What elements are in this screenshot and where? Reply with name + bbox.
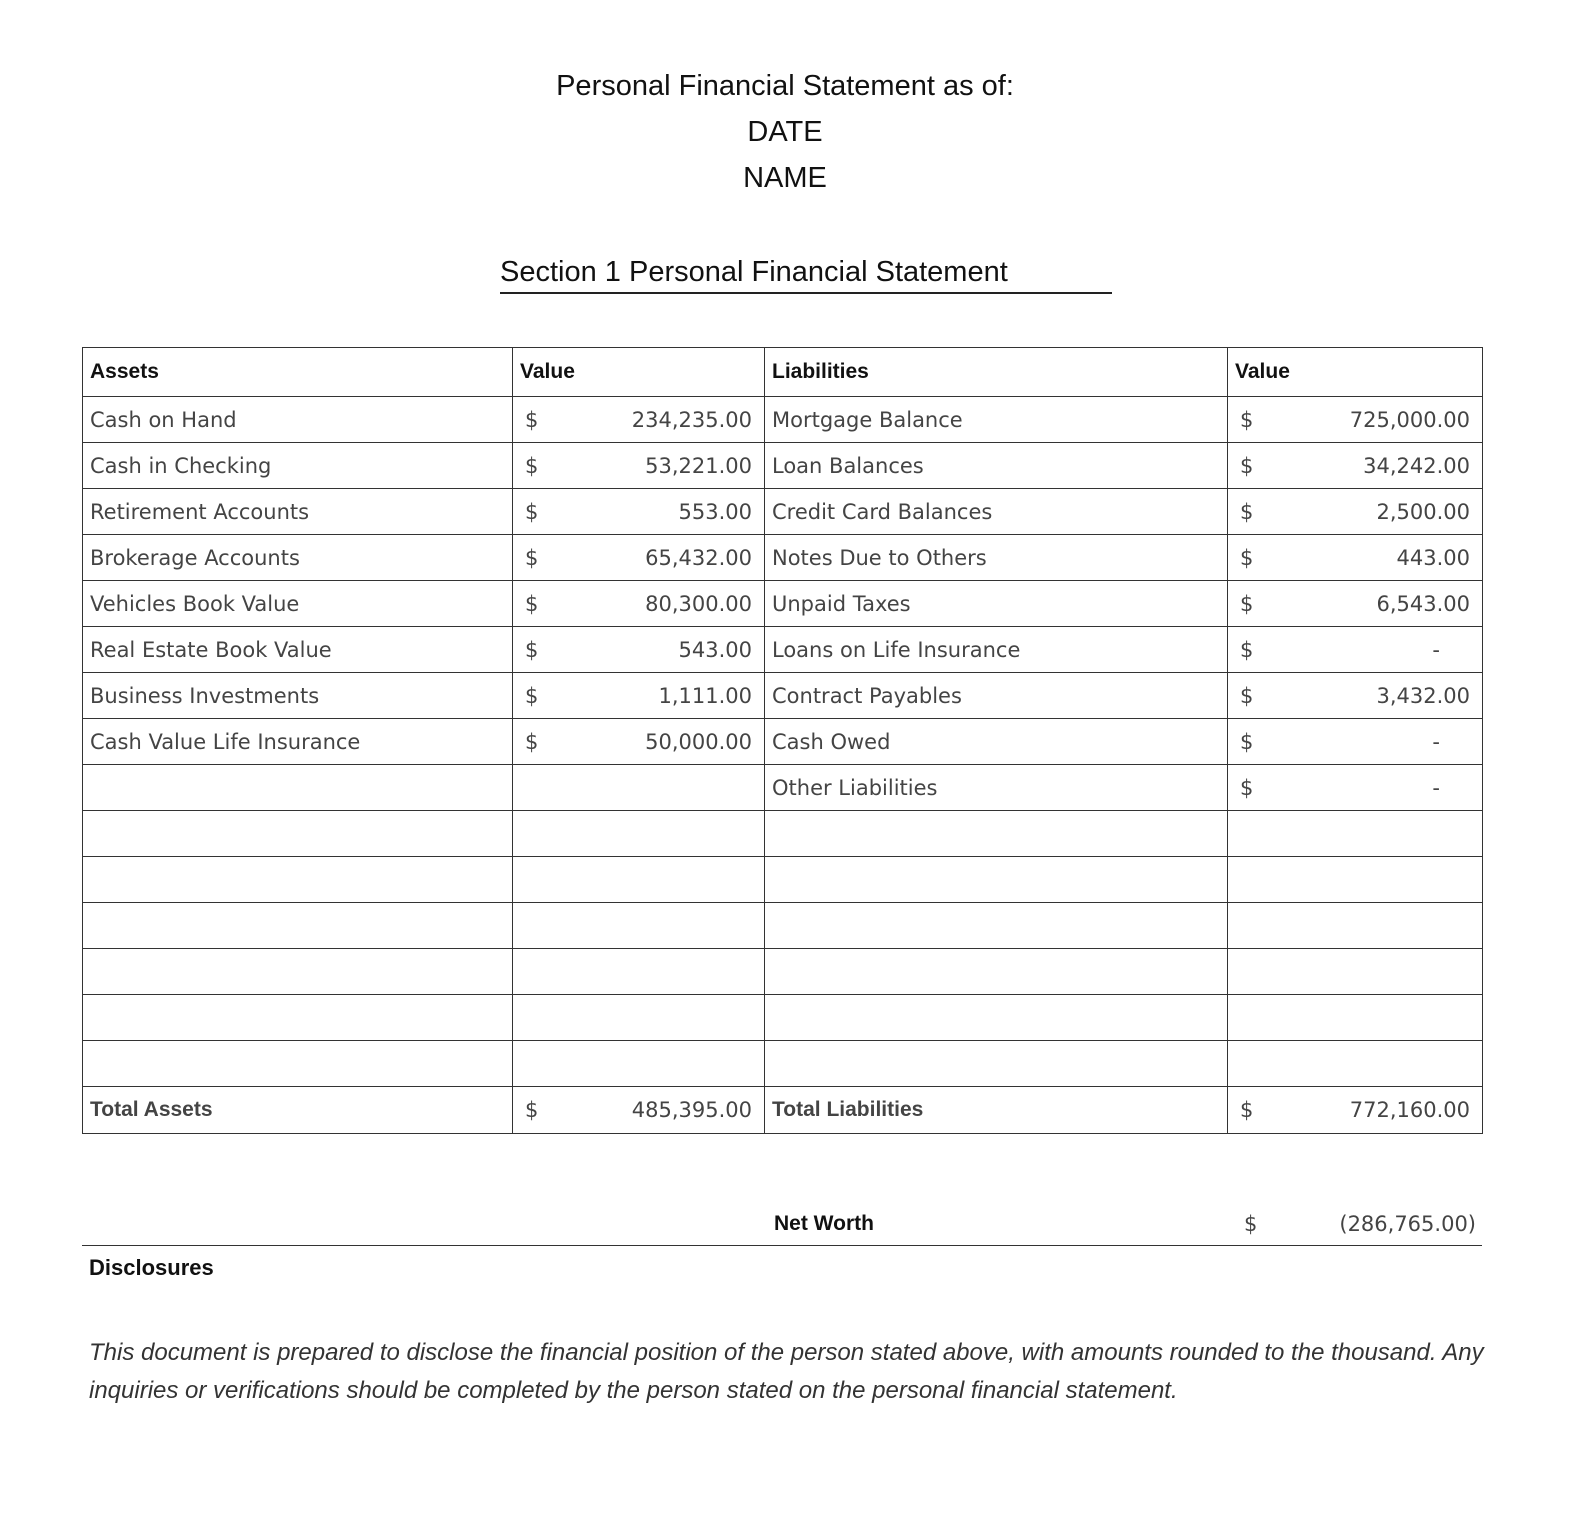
liability-name [765, 1041, 1228, 1087]
asset-name: Real Estate Book Value [83, 627, 513, 673]
liabilities-header: Liabilities [765, 348, 1228, 397]
amount: 553.00 [678, 499, 752, 524]
statement-date: DATE [747, 116, 823, 148]
currency-symbol: $ [525, 683, 539, 708]
liability-value [1228, 1041, 1483, 1087]
asset-value [513, 489, 765, 535]
liability-value [1228, 857, 1483, 903]
net-worth-label: Net Worth [774, 1212, 874, 1235]
liability-name: Credit Card Balances [765, 489, 1228, 535]
currency-symbol: $ [1240, 545, 1254, 570]
net-worth-value: (286,765.00) [1339, 1212, 1476, 1236]
liabilities-value-header: Value [1228, 348, 1483, 397]
asset-value [513, 397, 765, 443]
amount: 443.00 [1396, 545, 1470, 570]
amount: - [1432, 775, 1440, 800]
assets-header: Assets [83, 348, 513, 397]
disclosures-text: This document is prepared to disclose the financial position of the person stated above, with amounts rounded to the thousand. Any inquiries or verifications should be completed by the person stated on the personal financial statement. [89, 1339, 1484, 1404]
table-row [83, 627, 1483, 673]
liability-name: Notes Due to Others [765, 535, 1228, 581]
asset-name [83, 765, 513, 811]
asset-name: Retirement Accounts [83, 489, 513, 535]
asset-name [83, 995, 513, 1041]
liability-value [1228, 903, 1483, 949]
total-liabilities-label: Total Liabilities [765, 1087, 1228, 1134]
liability-value [1228, 489, 1483, 535]
liability-name: Unpaid Taxes [765, 581, 1228, 627]
asset-name: Cash in Checking [83, 443, 513, 489]
asset-value [513, 719, 765, 765]
currency-symbol: $ [1240, 407, 1254, 432]
amount: 772,160.00 [1349, 1098, 1470, 1122]
liability-name: Mortgage Balance [765, 397, 1228, 443]
asset-value [513, 903, 765, 949]
table-row [83, 489, 1483, 535]
asset-name: Cash Value Life Insurance [83, 719, 513, 765]
asset-value [513, 673, 765, 719]
currency-symbol: $ [1240, 453, 1254, 478]
asset-name [83, 903, 513, 949]
liability-name [765, 995, 1228, 1041]
table-row [83, 949, 1483, 995]
amount: 1,111.00 [658, 683, 752, 708]
currency-symbol: $ [1240, 729, 1254, 754]
amount: 34,242.00 [1363, 453, 1470, 478]
amount: 725,000.00 [1349, 407, 1470, 432]
financial-statement-table [82, 347, 1483, 1134]
liability-name [765, 949, 1228, 995]
liability-name: Contract Payables [765, 673, 1228, 719]
currency-symbol: $ [1240, 775, 1254, 800]
amount: 234,235.00 [631, 407, 752, 432]
table-row [83, 535, 1483, 581]
liability-name: Other Liabilities [765, 765, 1228, 811]
total-assets-label: Total Assets [83, 1087, 513, 1134]
liability-name: Cash Owed [765, 719, 1228, 765]
amount: - [1432, 729, 1440, 754]
asset-value [513, 443, 765, 489]
table-row [83, 857, 1483, 903]
net-worth-row [82, 1210, 1482, 1246]
amount: 6,543.00 [1376, 591, 1470, 616]
liability-value [1228, 443, 1483, 489]
liability-value [1228, 673, 1483, 719]
asset-value [513, 857, 765, 903]
asset-value [513, 765, 765, 811]
asset-value [513, 811, 765, 857]
liability-value [1228, 949, 1483, 995]
asset-name: Brokerage Accounts [83, 535, 513, 581]
liability-value [1228, 581, 1483, 627]
currency-symbol: $ [525, 545, 539, 570]
currency-symbol: $ [1240, 591, 1254, 616]
amount: 543.00 [678, 637, 752, 662]
amount: 2,500.00 [1376, 499, 1470, 524]
table-row [83, 719, 1483, 765]
currency-symbol: $ [1240, 1098, 1254, 1122]
asset-value [513, 535, 765, 581]
total-liabilities-value [1228, 1087, 1483, 1134]
totals-row [83, 1087, 1483, 1134]
currency-symbol: $ [525, 729, 539, 754]
currency-symbol: $ [525, 453, 539, 478]
currency-symbol: $ [1240, 683, 1254, 708]
amount: - [1432, 637, 1440, 662]
liability-value [1228, 995, 1483, 1041]
asset-name [83, 857, 513, 903]
currency-symbol: $ [525, 591, 539, 616]
assets-value-header: Value [513, 348, 765, 397]
asset-value [513, 995, 765, 1041]
asset-name [83, 811, 513, 857]
amount: 65,432.00 [645, 545, 752, 570]
net-worth-currency: $ [1244, 1212, 1258, 1236]
disclosures-title: Disclosures [89, 1255, 214, 1280]
asset-name: Business Investments [83, 673, 513, 719]
asset-name: Vehicles Book Value [83, 581, 513, 627]
table-row [83, 1041, 1483, 1087]
asset-value [513, 581, 765, 627]
statement-title: Personal Financial Statement as of: [556, 70, 1014, 102]
asset-name: Cash on Hand [83, 397, 513, 443]
total-assets-value [513, 1087, 765, 1134]
table-row [83, 995, 1483, 1041]
asset-value [513, 949, 765, 995]
currency-symbol: $ [525, 1098, 539, 1122]
currency-symbol: $ [525, 499, 539, 524]
liability-name [765, 857, 1228, 903]
liability-value [1228, 765, 1483, 811]
liability-value [1228, 535, 1483, 581]
statement-name: NAME [743, 162, 827, 194]
liability-name [765, 903, 1228, 949]
liability-value [1228, 397, 1483, 443]
table-row [83, 811, 1483, 857]
asset-name [83, 949, 513, 995]
table-row [83, 443, 1483, 489]
asset-name [83, 1041, 513, 1087]
liability-value [1228, 811, 1483, 857]
amount: 50,000.00 [645, 729, 752, 754]
table-row [83, 673, 1483, 719]
liability-value [1228, 719, 1483, 765]
amount: 485,395.00 [631, 1098, 752, 1122]
table-row [83, 397, 1483, 443]
liability-name: Loan Balances [765, 443, 1228, 489]
amount: 3,432.00 [1376, 683, 1470, 708]
section-title: Section 1 Personal Financial Statement [500, 256, 1112, 294]
currency-symbol: $ [1240, 637, 1254, 662]
currency-symbol: $ [525, 407, 539, 432]
table-header-row [83, 348, 1483, 397]
currency-symbol: $ [525, 637, 539, 662]
liability-name: Loans on Life Insurance [765, 627, 1228, 673]
table-row [83, 765, 1483, 811]
amount: 53,221.00 [645, 453, 752, 478]
currency-symbol: $ [1240, 499, 1254, 524]
table-row [83, 581, 1483, 627]
liability-name [765, 811, 1228, 857]
asset-value [513, 627, 765, 673]
liability-value [1228, 627, 1483, 673]
table-row [83, 903, 1483, 949]
asset-value [513, 1041, 765, 1087]
amount: 80,300.00 [645, 591, 752, 616]
